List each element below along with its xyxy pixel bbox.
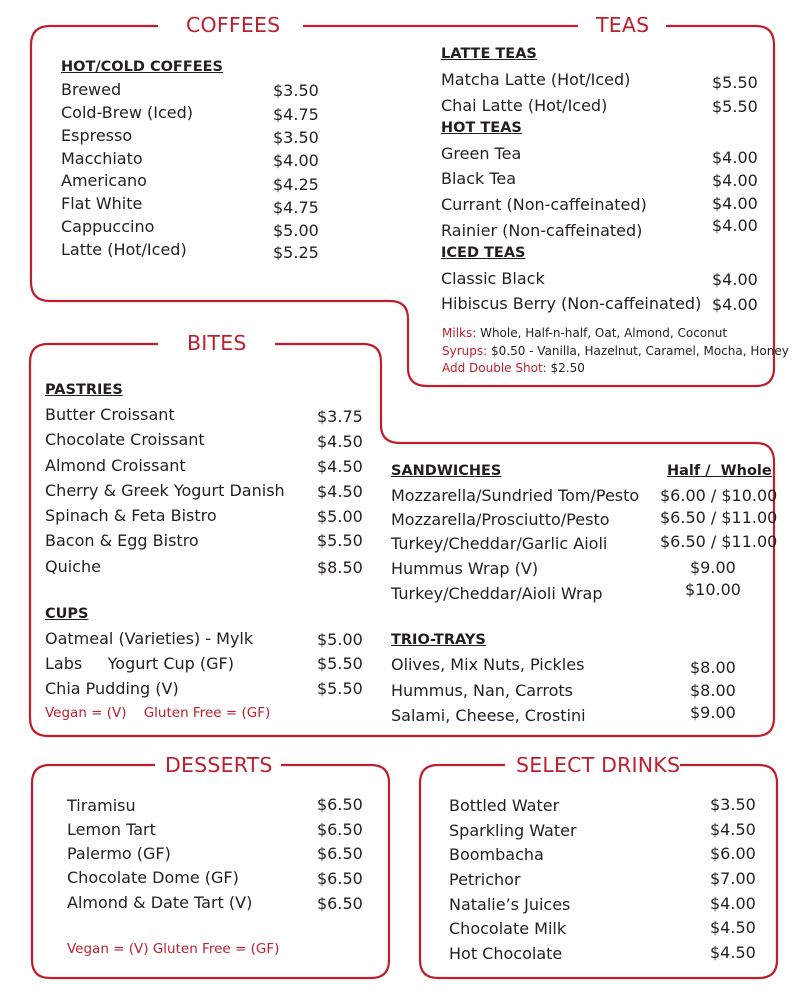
- menu-item-price: $4.00: [712, 216, 758, 235]
- menu-item-name: Tiramisu: [67, 796, 136, 815]
- menu-item-name: Hummus, Nan, Carrots: [391, 681, 573, 700]
- menu-item-price: $4.00: [712, 295, 758, 314]
- menu-item-name: Hot Chocolate: [449, 944, 563, 963]
- menu-item-price: $8.00: [690, 658, 736, 677]
- menu-item-price: $4.00: [712, 194, 758, 213]
- menu-item-price: $6.50: [317, 820, 363, 839]
- menu-item-price: $8.50: [317, 558, 363, 577]
- syrups-note: Syrups: $0.50 - Vanilla, Hazelnut, Caramel, Mocha, Honey: [442, 344, 789, 358]
- menu-item-price: $4.00: [712, 148, 758, 167]
- menu-item-price: $4.50: [710, 820, 756, 839]
- menu-item-name: Latte (Hot/Iced): [61, 240, 187, 259]
- menu-item-name: Palermo (GF): [67, 844, 171, 863]
- teas-title: TEAS: [596, 13, 650, 37]
- menu-item-name: Espresso: [61, 126, 133, 145]
- sandwiches-heading: SANDWICHES: [391, 463, 502, 479]
- menu-item-name: Chocolate Dome (GF): [67, 868, 239, 887]
- menu-item-price: $5.50: [712, 73, 758, 92]
- menu-item-price: $6.50: [317, 869, 363, 888]
- menu-item-name: Chocolate Milk: [449, 919, 567, 938]
- menu-item-price: $3.50: [710, 795, 756, 814]
- menu-item-name: Mozzarella/Sundried Tom/Pesto: [391, 486, 640, 505]
- menu-item-price: $4.75: [273, 105, 319, 124]
- menu-item-price: $6.50 / $11.00: [660, 532, 778, 551]
- menu-item-price: $9.00: [690, 558, 736, 577]
- menu-item-price: $5.50: [317, 654, 363, 673]
- double-shot-note: Add Double Shot: $2.50: [442, 361, 585, 375]
- menu-item-name: Flat White: [61, 194, 143, 213]
- menu-item-name: Spinach & Feta Bistro: [45, 506, 217, 525]
- menu-item-price: $4.50: [710, 918, 756, 937]
- menu-item-name: Butter Croissant: [45, 405, 175, 424]
- menu-item-name: Cold-Brew (Iced): [61, 103, 193, 122]
- coffees-title: COFFEES: [186, 13, 281, 37]
- menu-item-name: Almond & Date Tart (V): [67, 893, 253, 912]
- menu-item-price: $3.50: [273, 81, 319, 100]
- menu-item-price: $4.75: [273, 198, 319, 217]
- menu-item-name: Turkey/Cheddar/Aioli Wrap: [391, 584, 603, 603]
- menu-item-price: $6.50 / $11.00: [660, 508, 778, 527]
- menu-item-name: Hibiscus Berry (Non-caffeinated): [441, 294, 702, 313]
- menu-item-price: $4.50: [317, 482, 363, 501]
- menu-item-price: $6.50: [317, 894, 363, 913]
- desserts-dietary-legend: Vegan = (V) Gluten Free = (GF): [67, 941, 280, 957]
- menu-item-price: $4.00: [273, 151, 319, 170]
- menu-item-name: Brewed: [61, 80, 122, 99]
- menu-item-name: Matcha Latte (Hot/Iced): [441, 70, 631, 89]
- menu-item-name: Mozzarella/Prosciutto/Pesto: [391, 510, 610, 529]
- hot-cold-coffees-heading: HOT/COLD COFFEES: [61, 59, 223, 75]
- menu-item-name: Salami, Cheese, Crostini: [391, 706, 586, 725]
- bites-title: BITES: [187, 331, 247, 355]
- menu-item-price: $5.00: [317, 630, 363, 649]
- menu-item-name: Classic Black: [441, 269, 545, 288]
- menu-item-name: Hummus Wrap (V): [391, 559, 539, 578]
- menu-item-name: Green Tea: [441, 144, 522, 163]
- menu-item-price: $5.50: [317, 531, 363, 550]
- menu-item-price: $8.00: [690, 681, 736, 700]
- menu-item-name: Boombacha: [449, 845, 544, 864]
- menu-item-name: Sparkling Water: [449, 821, 577, 840]
- iced-teas-heading: ICED TEAS: [441, 245, 526, 261]
- menu-item-name: Quiche: [45, 557, 101, 576]
- menu-item-price: $6.00: [710, 844, 756, 863]
- menu-item-price: $5.50: [317, 679, 363, 698]
- menu-item-price: $6.50: [317, 844, 363, 863]
- menu-item-price: $3.50: [273, 128, 319, 147]
- trio-trays-heading: TRIO-TRAYS: [391, 632, 486, 648]
- menu-item-name: Cappuccino: [61, 217, 155, 236]
- menu-item-name: Chia Pudding (V): [45, 679, 179, 698]
- menu-item-name: Almond Croissant: [45, 456, 186, 475]
- cups-heading: CUPS: [45, 606, 89, 622]
- menu-item-name: Olives, Mix Nuts, Pickles: [391, 655, 585, 674]
- menu-item-name: Bottled Water: [449, 796, 560, 815]
- menu-item-price: $4.00: [712, 270, 758, 289]
- menu-item-price: $9.00: [690, 703, 736, 722]
- menu-item-price: $4.00: [710, 894, 756, 913]
- latte-teas-heading: LATTE TEAS: [441, 46, 537, 62]
- menu-item-name: Lemon Tart: [67, 820, 156, 839]
- menu-item-price: $4.00: [712, 171, 758, 190]
- menu-item-price: $3.75: [317, 407, 363, 426]
- menu-item-name: Cherry & Greek Yogurt Danish: [45, 481, 285, 500]
- menu-item-name: Black Tea: [441, 169, 517, 188]
- hot-teas-heading: HOT TEAS: [441, 120, 522, 136]
- menu-item-name: Chai Latte (Hot/Iced): [441, 96, 608, 115]
- pastries-heading: PASTRIES: [45, 382, 123, 398]
- menu-item-price: $5.50: [712, 97, 758, 116]
- menu-item-price: $4.50: [710, 943, 756, 962]
- menu-item-name: Bacon & Egg Bistro: [45, 531, 199, 550]
- menu-item-name: Chocolate Croissant: [45, 430, 205, 449]
- bites-dietary-legend: Vegan = (V) Gluten Free = (GF): [45, 705, 271, 721]
- menu-item-name: Currant (Non-caffeinated): [441, 195, 647, 214]
- select-drinks-title: SELECT DRINKS: [516, 753, 681, 777]
- menu-item-name: Rainier (Non-caffeinated): [441, 221, 643, 240]
- menu-item-price: $4.50: [317, 432, 363, 451]
- menu-item-price: $6.00 / $10.00: [660, 486, 778, 505]
- menu-item-name: Americano: [61, 171, 147, 190]
- desserts-title: DESSERTS: [165, 753, 273, 777]
- menu-item-price: $5.25: [273, 243, 319, 262]
- menu-item-price: $6.50: [317, 795, 363, 814]
- menu-item-price: $10.00: [685, 580, 741, 599]
- menu-item-price: $4.25: [273, 175, 319, 194]
- menu-item-name: Natalie’s Juices: [449, 895, 571, 914]
- menu-item-name: Turkey/Cheddar/Garlic Aioli: [391, 534, 608, 553]
- menu-item-name: Petrichor: [449, 870, 521, 889]
- half-whole-heading: Half / Whole: [667, 463, 772, 479]
- menu-item-price: $4.50: [317, 457, 363, 476]
- menu-item-name: Labs Yogurt Cup (GF): [45, 654, 234, 673]
- menu-item-name: Oatmeal (Varieties) - Mylk: [45, 629, 254, 648]
- milks-note: Milks: Whole, Half-n-half, Oat, Almond, Coconut: [442, 326, 728, 340]
- menu-item-price: $5.00: [317, 507, 363, 526]
- menu-item-price: $7.00: [710, 869, 756, 888]
- menu-item-price: $5.00: [273, 221, 319, 240]
- menu-item-name: Macchiato: [61, 149, 143, 168]
